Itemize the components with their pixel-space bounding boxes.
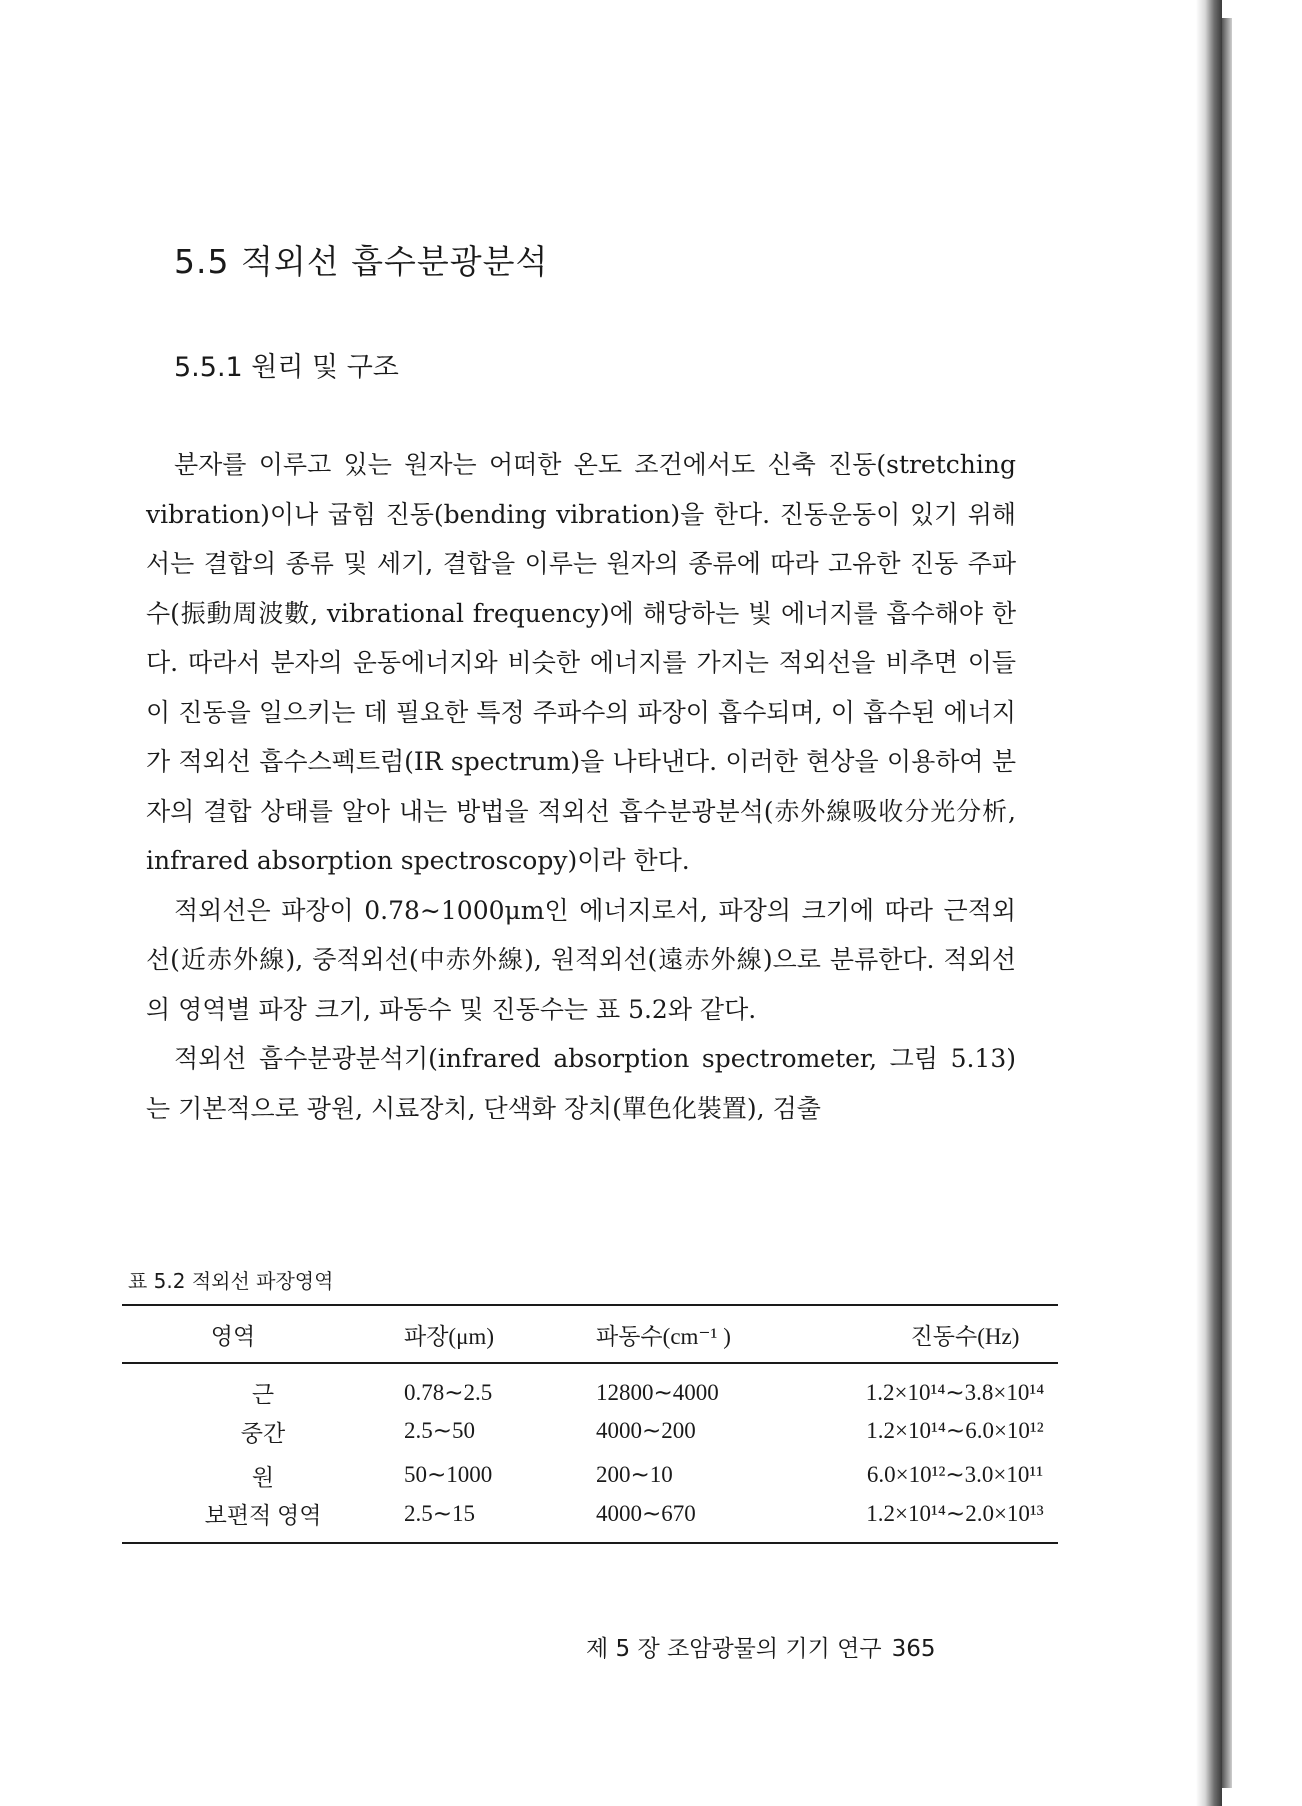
table-row [122, 1409, 1058, 1453]
cell-wavenumber: 12800∼4000 [596, 1379, 719, 1405]
table-header-row [122, 1305, 1058, 1363]
cell-frequency: 6.0×10¹²∼3.0×10¹¹ [866, 1462, 1044, 1487]
cell-wavenumber: 4000∼200 [596, 1418, 696, 1443]
cell-region: 원 [251, 1464, 275, 1490]
cell-wavenumber: 4000∼670 [596, 1497, 852, 1543]
cell-region: 보편적 영역 [122, 1497, 404, 1543]
chapter-title: 제 5 장 조암광물의 기기 연구 [586, 1636, 882, 1662]
table-row [122, 1363, 1058, 1409]
paragraph: 적외선은 파장이 0.78∼1000μm인 에너지로서, 파장의 크기에 따라 근적외선(近赤外線), 중적외선(中赤外線), 원적외선(遠赤外線)으로 분류한다. 적외선의 영역별 파장 크기, 파동수 및 진동수는 표 5.2와 같다. [146, 895, 1016, 1024]
page-footer [586, 1630, 936, 1663]
cell-wavenumber: 200∼10 [596, 1462, 673, 1487]
header-region: 영역 [122, 1305, 404, 1363]
cell-region: 중간 [240, 1420, 286, 1446]
body-text [146, 440, 1016, 1133]
table-row [122, 1497, 1058, 1543]
paragraph: 분자를 이루고 있는 원자는 어떠한 온도 조건에서도 신축 진동(stretching vibration)이나 굽힘 진동(bending vibration)을 한다. 진동운동이 있기 위해서는 결합의 종류 및 세기, 결합을 이루는 원자의 종류에 따라 고유한 진동 주파수(振動周波數, vibrational frequency)에 해당하는 빛 에너지를 흡수해야 한다. 따라서 분자의 운동에너지와 비슷한 에너지를 가지는 적외선을 비추면 이들이 진동을 일으키는 데 필요한 특정 주파수의 파장이 흡수되며, 이 흡수된 에너지가 적외선 흡수스펙트럼(IR spectrum)을 나타낸다. 이러한 현상을 이용하여 분자의 결합 상태를 알아 내는 방법을 적외선 흡수분광분석(赤外線吸收分光分析, infrared absorption spectroscopy)이라 한다. [146, 450, 1016, 875]
header-wavenumber: 파동수(cm⁻¹ ) [596, 1305, 852, 1363]
table-caption: 표 5.2 적외선 파장영역 [128, 1269, 334, 1293]
table-row [122, 1453, 1058, 1497]
section-title: 5.5 적외선 흡수분광분석 [174, 242, 549, 281]
cell-wavelength: 2.5∼50 [404, 1418, 476, 1443]
subsection-title: 5.5.1 원리 및 구조 [174, 352, 399, 383]
page-edge-shadow [1222, 18, 1232, 1788]
page-edge-shadow [1196, 0, 1222, 1806]
cell-frequency: 1.2×10¹⁴∼2.0×10¹³ [852, 1497, 1058, 1543]
cell-wavelength: 50∼1000 [404, 1462, 493, 1487]
header-frequency: 진동수(Hz) [852, 1305, 1058, 1363]
cell-frequency: 1.2×10¹⁴∼6.0×10¹² [866, 1418, 1044, 1443]
cell-wavelength: 0.78∼2.5 [404, 1379, 493, 1405]
page-number: 365 [891, 1636, 936, 1662]
header-wavelength: 파장(μm) [404, 1305, 596, 1363]
paragraph: 적외선 흡수분광분석기(infrared absorption spectrometer, 그림 5.13)는 기본적으로 광원, 시료장치, 단색화 장치(單色化裝置), 검출 [146, 1044, 1016, 1123]
cell-region: 근 [251, 1382, 275, 1407]
cell-wavelength: 2.5∼15 [404, 1497, 596, 1543]
cell-frequency: 1.2×10¹⁴∼3.8×10¹⁴ [865, 1379, 1045, 1405]
ir-wavelength-table [122, 1304, 1058, 1544]
